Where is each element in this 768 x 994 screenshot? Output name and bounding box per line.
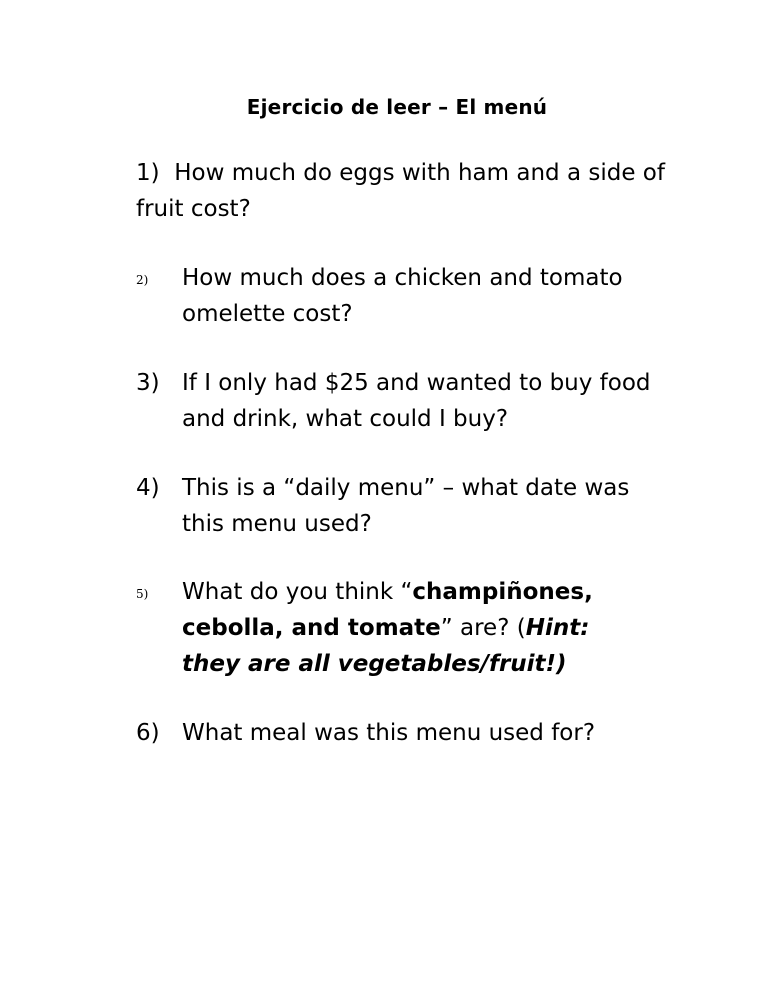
question-5-text-before: What do you think “ [182,579,413,605]
question-4-number: 4) [136,475,160,501]
question-5-hint: Hint: they are all vegetables/fruit!) [182,615,590,677]
question-2-text: How much does a chicken and tomato omelette cost? [182,265,623,327]
question-5-bold-terms: champiñones, cebolla, and tomate [182,579,593,641]
question-5-text [182,574,652,682]
question-1-text: How much do eggs with ham and a side of fruit cost? [136,160,665,222]
question-5-text-middle: ” are? ( [440,615,526,641]
question-5-number: 5) [136,587,149,601]
question-1 [136,155,676,227]
worksheet-title: Ejercicio de leer – El menú [246,95,548,119]
question-6-number: 6) [136,720,160,746]
question-1-number: 1) [136,160,160,186]
question-2-number: 2) [136,273,149,287]
question-3-number: 3) [136,370,160,396]
question-3-text: If I only had $25 and wanted to buy food and drink, what could I buy? [182,370,651,432]
question-4-text: This is a “daily menu” – what date was this menu used? [182,475,630,537]
question-6-text: What meal was this menu used for? [182,720,596,746]
